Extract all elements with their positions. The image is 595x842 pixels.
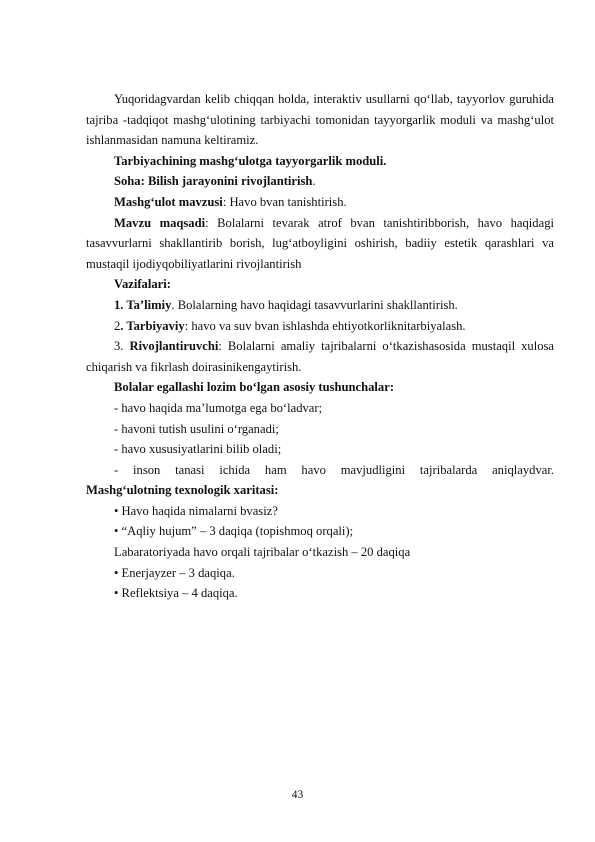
task-2-number: 2 (114, 318, 121, 333)
task-3-rest: : Bolalarni amaliy tajribalarni o‘tkazishasosida mustaqil xulosa chiqarish va fikrlash doirasinikengaytirish. (86, 339, 555, 374)
goal-paragraph (86, 213, 554, 275)
tech-map-item-5: • Reflektsiya – 4 daqiqa. (114, 586, 238, 601)
concept-item-1: - havo haqida ma’lumotga ega bo‘ladvar; (114, 400, 323, 415)
goal-rest: : Bolalarni tevarak atrof bvan tanishtiribborish, havo haqidagi tasavvurlarni shakllantirib borish, lug‘atboyligini oshirish, badiiy estetik qarashlari va mustaqil ijodiyqobiliyatlarini rivojlantirish (86, 215, 554, 271)
tasks-heading-text: Vazifalari: (114, 277, 171, 292)
page-number: 43 (291, 789, 304, 801)
module-heading-text: Tarbiyachining mashg‘ulotga tayyorgarlik moduli. (114, 153, 387, 168)
tech-map-item-2: • “Aqliy hujum” – 3 daqiqa (topishmoq orqali); (114, 524, 354, 539)
document-body (86, 89, 554, 604)
task-1-label: 1. Ta’limiy (114, 297, 172, 312)
topic-label: Mashg‘ulot mavzusi (114, 194, 223, 209)
task-2-label: . Tarbiyaviy (120, 318, 185, 333)
concepts-heading (86, 377, 554, 398)
tech-map-heading-text: Mashg‘ulotning texnologik xaritasi: (86, 483, 279, 498)
field-rest: . (312, 174, 316, 189)
tech-map-item-4: • Enerjayzer – 3 daqiqa. (114, 565, 235, 580)
field-line (86, 171, 554, 192)
intro-paragraph: Yuqoridagvardan kelib chiqqan holda, interaktiv usullarni qo‘llab, tayyorlov guruhida tajriba -tadqiqot mashg‘ulotining tarbiyachi tomonidan tayyorgarlik moduli va mashg‘ulot ishlanmasidan namuna keltiramiz. (86, 92, 554, 148)
task-3-number: 3. (114, 339, 130, 354)
goal-label: Mavzu maqsadi (114, 215, 206, 230)
field-label: Soha: Bilish jarayonini rivojlantirish (114, 174, 313, 189)
tasks-heading (86, 274, 554, 295)
concept-item-2: - havoni tutish usulini o‘rganadi; (114, 421, 279, 436)
module-heading (86, 151, 554, 172)
concept-item-3: - havo xususiyatlarini bilib oladi; (114, 442, 282, 457)
task-3 (86, 336, 554, 377)
tech-map-item-1: • Havo haqida nimalarni bvasiz? (114, 503, 278, 518)
topic-line (86, 192, 554, 213)
concepts-heading-text: Bolalar egallashi lozim bo‘lgan asosiy tushunchalar: (114, 380, 395, 395)
tech-map-item-3: Labaratoriyada havo orqali tajribalar o‘tkazish – 20 daqiqa (114, 545, 411, 560)
tech-map-heading (86, 480, 554, 501)
task-1-rest: . Bolalarning havo haqidagi tasavvurlarini shakllantirish. (171, 297, 458, 312)
task-1 (86, 295, 554, 316)
task-2-rest: : havo va suv bvan ishlashda ehtiyotkorliknitarbiyalash. (184, 318, 466, 333)
task-2 (86, 316, 554, 337)
concept-item-4: - inson tanasi ichida ham havo mavjudligini tajribalarda aniqlaydvar. (114, 462, 554, 477)
task-3-label: Rivojlantiruvchi (129, 339, 219, 354)
topic-rest: : Havo bvan tanishtirish. (222, 194, 347, 209)
